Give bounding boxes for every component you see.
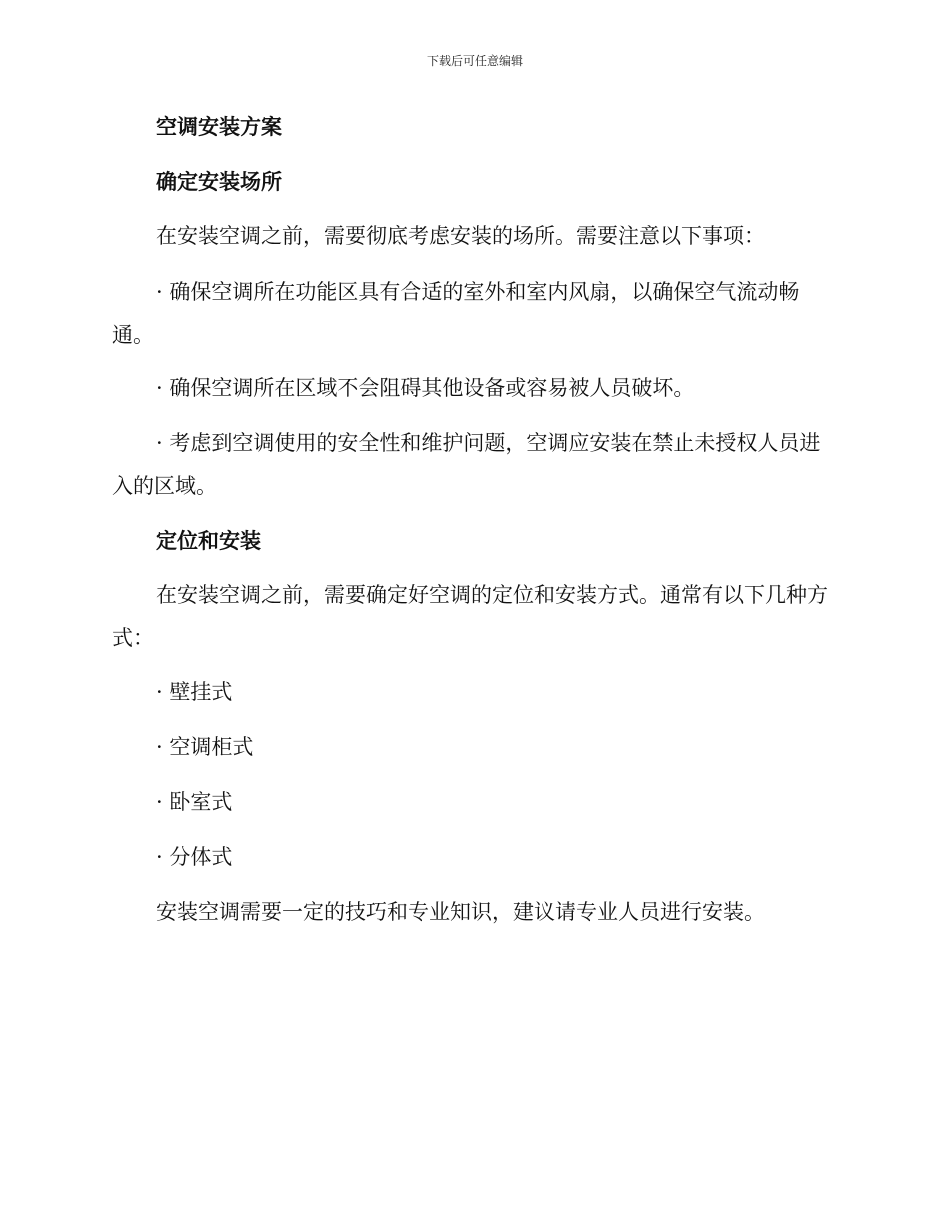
section-heading-positioning: 定位和安装: [156, 528, 261, 553]
list-item-method-4: · 分体式: [156, 845, 233, 869]
page-header: 下载后可任意编辑: [426, 54, 523, 68]
document-title: 空调安装方案: [156, 114, 282, 139]
paragraph-location-intro: 在安装空调之前，需要彻底考虑安装的场所。需要注意以下事项：: [156, 224, 765, 248]
list-item-method-3: · 卧室式: [156, 790, 233, 814]
list-item-location-2: · 确保空调所在区域不会阻碍其他设备或容易被人员破坏。: [156, 376, 695, 400]
list-item-method-2: · 空调柜式: [156, 735, 254, 759]
section-heading-location: 确定安装场所: [156, 169, 282, 194]
paragraph-positioning-intro: 在安装空调之前，需要确定好空调的定位和安装方式。通常有以下几种方式：: [112, 583, 828, 650]
list-item-location-1: · 确保空调所在功能区具有合适的室外和室内风扇，以确保空气流动畅通。: [112, 280, 800, 347]
list-item-method-1: · 壁挂式: [156, 680, 233, 704]
paragraph-conclusion: 安装空调需要一定的技巧和专业知识，建议请专业人员进行安装。: [156, 900, 765, 924]
list-item-location-3: · 考虑到空调使用的安全性和维护问题，空调应安装在禁止未授权人员进入的区域。: [112, 431, 821, 498]
